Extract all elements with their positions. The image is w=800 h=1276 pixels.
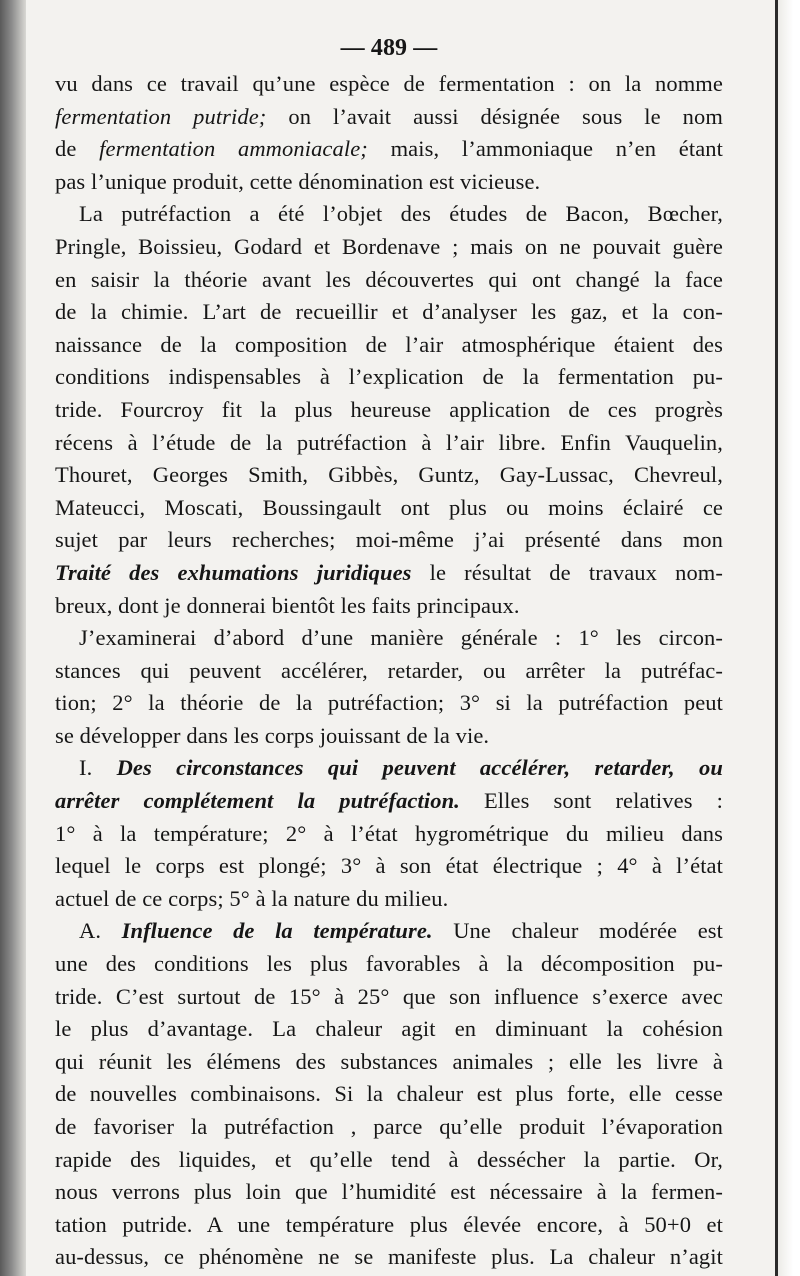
text-line [55,329,723,362]
text-line [55,818,723,851]
text-run: Elles sont relatives : [459,788,723,814]
text-line [55,883,723,916]
emphasis-text: Influence de la température. [121,918,433,944]
text-line [55,655,723,688]
emphasis-text: fermentation ammoniacale; [99,136,368,162]
text-run: Pringle, Boissieu, Godard et Bordenave ; mais on ne pouvait guère [55,233,723,259]
text-run: rapide des liquides, et qu’elle tend à dessécher la partie. Or, [55,1146,723,1172]
text-run: actuel de ce corps; 5° à la nature du milieu. [55,885,449,911]
emphasis-text: arrêter complétement la putréfaction. [55,788,460,814]
text-run: vu dans ce travail qu’une espèce de fermentation : on la nomme [55,71,723,96]
text-run: récens à l’étude de la putréfaction à l’air libre. Enfin Vauquelin, [55,429,723,455]
text-line [55,524,723,557]
page-number: — 489 — [340,35,438,61]
text-run: stances qui peuvent accélérer, retarder, ou arrêter la putréfac- [55,657,723,683]
text-line [55,752,723,785]
text-line [55,1144,723,1177]
text-line [55,231,723,264]
text-run: La putréfaction a été l’objet des études de Bacon, Bœcher, [79,201,723,227]
text-run: pas l’unique produit, cette dénomination est vicieuse. [55,168,541,194]
text-line [55,1209,723,1242]
text-line [55,1111,723,1144]
text-line [55,1078,723,1111]
text-line [55,166,723,199]
text-line [55,948,723,981]
text-line [55,492,723,525]
text-run: lequel le corps est plongé; 3° à son état électrique ; 4° à l’état [55,853,723,879]
text-run: une des conditions les plus favorables à la décomposition pu- [55,951,723,977]
text-run: le résultat de travaux nom- [411,559,723,585]
text-line [55,394,723,427]
text-run: de la chimie. L’art de recueillir et d’analyser les gaz, et la con- [55,299,723,325]
text-run: qui réunit les élémens des substances animales ; elle les livre à [55,1048,723,1074]
text-run: Mateucci, Moscati, Boussingault ont plus ou moins éclairé ce [55,494,723,520]
text-run: conditions indispensables à l’explication de la fermentation pu- [55,364,723,390]
text-run: Thouret, Georges Smith, Gibbès, Guntz, Gay-Lussac, Chevreul, [55,462,723,488]
text-run: en saisir la théorie avant les découvertes qui ont changé la face [55,266,723,292]
page-text [55,30,723,1274]
text-run: on l’avait aussi désignée sous le nom [266,103,723,129]
text-run: le plus d’avantage. La chaleur agit en diminuant la cohésion [55,1016,723,1042]
text-run: A. [79,918,122,944]
text-line [55,264,723,297]
text-run: de nouvelles combinaisons. Si la chaleur est plus forte, elle cesse [55,1081,723,1107]
text-run: mais, l’ammoniaque n’en étant [367,136,723,162]
text-line [55,68,723,101]
text-run: tation putride. A une température plus élevée encore, à 50+0 et [55,1211,723,1237]
text-run: se développer dans les corps jouissant de la vie. [55,722,490,748]
emphasis-text: fermentation putride; [55,103,267,129]
text-line [55,981,723,1014]
text-line [55,198,723,231]
text-line [55,1013,723,1046]
text-line [55,785,723,818]
text-run: Une chaleur modérée est [432,918,723,944]
text-line [55,590,723,623]
text-run: I. [79,755,117,781]
text-line [55,427,723,460]
text-run: de favoriser la putréfaction , parce qu’elle produit l’évaporation [55,1114,723,1139]
text-run: tion; 2° la théorie de la putréfaction; 3° si la putréfaction peut [55,690,723,716]
text-line [55,720,723,753]
emphasis-text: Des circonstances qui peuvent accélérer, retarder, ou [116,755,723,781]
page-right-margin [778,0,800,1276]
text-line [55,622,723,655]
text-line [55,296,723,329]
text-line [55,1176,723,1209]
text-run: nous verrons plus loin que l’humidité est nécessaire à la fermen- [55,1179,723,1205]
text-run: tride. C’est surtout de 15° à 25° que son influence s’exerce avec [55,983,723,1009]
text-run: naissance de la composition de l’air atmosphérique étaient des [55,331,723,357]
page-gutter-shadow [0,0,26,1276]
text-line [55,557,723,590]
text-line [55,915,723,948]
text-run: tride. Fourcroy fit la plus heureuse application de ces progrès [55,396,723,422]
text-line [55,687,723,720]
text-run: au-dessus, ce phénomène ne se manifeste plus. La chaleur n’agit [55,1244,723,1270]
text-line [55,1241,723,1274]
text-run: sujet par leurs recherches; moi-même j’ai présenté dans mon [55,527,723,553]
text-line [55,101,723,134]
text-run: 1° à la température; 2° à l’état hygrométrique du milieu dans [55,820,723,846]
emphasis-text: Traité des exhumations juridiques [55,559,412,585]
text-line [55,361,723,394]
text-run: J’examinerai d’abord d’une manière générale : 1° les circon- [79,625,723,651]
text-run: de [55,136,100,162]
text-lines [55,68,723,1274]
text-line [55,850,723,883]
text-line [55,133,723,166]
page-edge-line [775,0,778,1276]
text-line [55,459,723,492]
text-line [55,1046,723,1079]
text-run: breux, dont je donnerai bientôt les faits principaux. [55,592,520,618]
